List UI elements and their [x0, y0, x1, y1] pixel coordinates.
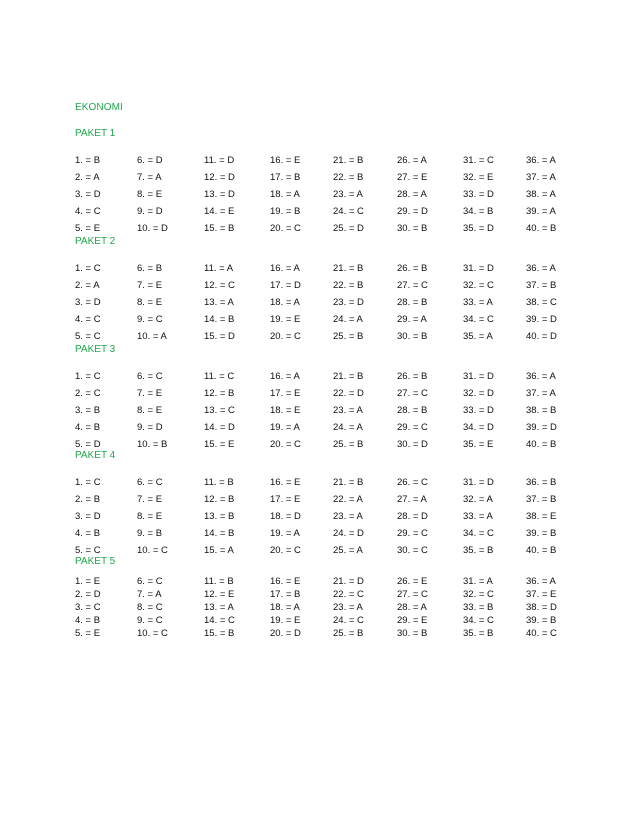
answer-item: 35. = E — [463, 439, 494, 450]
answer-item: 6. = C — [137, 477, 163, 488]
paket-label: PAKET 2 — [75, 236, 116, 247]
answer-item: 22. = D — [333, 388, 364, 399]
answer-item: 33. = D — [463, 405, 494, 416]
answer-item: 5. = C — [75, 331, 101, 342]
answer-item: 39. = D — [526, 314, 557, 325]
answer-item: 30. = B — [397, 331, 428, 342]
answer-item: 15. = B — [204, 628, 235, 639]
answer-item: 21. = B — [333, 263, 364, 274]
answer-item: 11. = B — [204, 477, 234, 488]
answer-item: 29. = D — [397, 206, 428, 217]
answer-item: 31. = D — [463, 263, 494, 274]
answer-item: 18. = A — [270, 189, 300, 200]
answer-grid — [75, 263, 595, 348]
answer-item: 40. = C — [526, 628, 557, 639]
answer-item: 35. = A — [463, 331, 493, 342]
answer-item: 4. = B — [75, 528, 101, 539]
answer-item: 35. = B — [463, 628, 494, 639]
answer-item: 14. = B — [204, 314, 235, 325]
answer-item: 24. = D — [333, 528, 364, 539]
answer-row — [75, 297, 595, 314]
answer-item: 39. = B — [526, 528, 557, 539]
answer-item: 5. = C — [75, 545, 101, 556]
answer-item: 10. = B — [137, 439, 168, 450]
answer-row — [75, 314, 595, 331]
answer-item: 15. = D — [204, 331, 235, 342]
answer-item: 19. = B — [270, 206, 301, 217]
answer-item: 7. = E — [137, 388, 163, 399]
answer-item: 8. = E — [137, 405, 163, 416]
answer-item: 9. = B — [137, 528, 163, 539]
answer-item: 8. = E — [137, 189, 163, 200]
answer-item: 8. = C — [137, 602, 163, 613]
answer-item: 37. = A — [526, 172, 556, 183]
answer-item: 36. = A — [526, 576, 556, 587]
answer-item: 6. = D — [137, 155, 163, 166]
answer-item: 30. = D — [397, 439, 428, 450]
paket-label: PAKET 5 — [75, 556, 116, 567]
answer-row — [75, 628, 595, 641]
answer-item: 9. = C — [137, 615, 163, 626]
answer-item: 12. = B — [204, 388, 235, 399]
answer-item: 33. = B — [463, 602, 494, 613]
answer-item: 15. = E — [204, 439, 235, 450]
answer-item: 29. = E — [397, 615, 428, 626]
answer-item: 13. = B — [204, 511, 235, 522]
answer-item: 2. = A — [75, 172, 100, 183]
answer-row — [75, 477, 595, 494]
answer-item: 9. = C — [137, 314, 163, 325]
answer-grid — [75, 371, 595, 456]
answer-item: 16. = E — [270, 155, 301, 166]
answer-item: 21. = B — [333, 477, 364, 488]
answer-item: 13. = D — [204, 189, 235, 200]
answer-item: 17. = E — [270, 388, 301, 399]
answer-item: 17. = D — [270, 280, 301, 291]
answer-item: 30. = B — [397, 628, 428, 639]
answer-item: 20. = C — [270, 331, 301, 342]
answer-item: 7. = A — [137, 172, 162, 183]
answer-item: 10. = C — [137, 545, 168, 556]
answer-item: 35. = B — [463, 545, 494, 556]
answer-item: 22. = C — [333, 589, 364, 600]
answer-item: 28. = B — [397, 297, 428, 308]
answer-item: 8. = E — [137, 511, 163, 522]
answer-row — [75, 602, 595, 615]
answer-row — [75, 280, 595, 297]
answer-item: 4. = B — [75, 615, 101, 626]
answer-item: 13. = A — [204, 297, 234, 308]
answer-row — [75, 405, 595, 422]
answer-row — [75, 615, 595, 628]
answer-item: 30. = C — [397, 545, 428, 556]
answer-item: 35. = D — [463, 223, 494, 234]
answer-item: 13. = A — [204, 602, 234, 613]
answer-item: 39. = B — [526, 615, 557, 626]
answer-item: 27. = C — [397, 589, 428, 600]
answer-item: 36. = A — [526, 155, 556, 166]
answer-item: 9. = D — [137, 206, 163, 217]
answer-item: 6. = B — [137, 263, 163, 274]
answer-item: 10. = A — [137, 331, 167, 342]
answer-item: 7. = E — [137, 494, 163, 505]
document-title: EKONOMI — [75, 102, 123, 113]
answer-item: 26. = B — [397, 263, 428, 274]
answer-item: 31. = C — [463, 155, 494, 166]
answer-item: 17. = B — [270, 589, 301, 600]
answer-item: 39. = A — [526, 206, 556, 217]
answer-item: 22. = A — [333, 494, 363, 505]
answer-item: 21. = B — [333, 371, 364, 382]
answer-item: 12. = B — [204, 494, 235, 505]
answer-item: 27. = C — [397, 280, 428, 291]
answer-row — [75, 172, 595, 189]
answer-item: 40. = B — [526, 439, 557, 450]
answer-item: 11. = A — [204, 263, 234, 274]
answer-item: 36. = B — [526, 477, 557, 488]
answer-row — [75, 439, 595, 456]
answer-item: 8. = E — [137, 297, 163, 308]
answer-item: 27. = C — [397, 388, 428, 399]
answer-item: 31. = D — [463, 371, 494, 382]
answer-item: 17. = B — [270, 172, 301, 183]
answer-row — [75, 263, 595, 280]
answer-item: 11. = B — [204, 576, 234, 587]
answer-item: 37. = B — [526, 280, 557, 291]
paket-label: PAKET 3 — [75, 344, 116, 355]
answer-item: 38. = D — [526, 602, 557, 613]
answer-item: 40. = D — [526, 331, 557, 342]
answer-item: 1. = B — [75, 155, 101, 166]
answer-row — [75, 331, 595, 348]
answer-item: 28. = A — [397, 602, 427, 613]
answer-item: 2. = A — [75, 280, 100, 291]
answer-item: 26. = E — [397, 576, 428, 587]
answer-item: 34. = B — [463, 206, 494, 217]
answer-item: 32. = A — [463, 494, 493, 505]
answer-item: 23. = A — [333, 189, 363, 200]
answer-item: 27. = E — [397, 172, 428, 183]
answer-item: 37. = E — [526, 589, 557, 600]
answer-item: 19. = A — [270, 528, 300, 539]
answer-item: 37. = B — [526, 494, 557, 505]
answer-item: 34. = D — [463, 422, 494, 433]
answer-item: 5. = E — [75, 223, 101, 234]
answer-item: 1. = C — [75, 371, 101, 382]
answer-item: 5. = D — [75, 439, 101, 450]
answer-item: 22. = B — [333, 172, 364, 183]
answer-row — [75, 576, 595, 589]
answer-item: 6. = C — [137, 576, 163, 587]
answer-item: 25. = D — [333, 223, 364, 234]
answer-item: 25. = A — [333, 545, 363, 556]
answer-row — [75, 589, 595, 602]
paket-label: PAKET 4 — [75, 450, 116, 461]
answer-item: 12. = E — [204, 589, 235, 600]
answer-item: 29. = A — [397, 314, 427, 325]
answer-row — [75, 371, 595, 388]
answer-item: 24. = C — [333, 206, 364, 217]
answer-item: 4. = C — [75, 206, 101, 217]
answer-item: 3. = D — [75, 511, 101, 522]
answer-item: 33. = A — [463, 511, 493, 522]
answer-item: 21. = D — [333, 576, 364, 587]
answer-item: 7. = A — [137, 589, 162, 600]
answer-row — [75, 511, 595, 528]
answer-item: 18. = D — [270, 511, 301, 522]
answer-item: 16. = A — [270, 371, 300, 382]
answer-item: 26. = B — [397, 371, 428, 382]
answer-item: 34. = C — [463, 615, 494, 626]
answer-item: 23. = D — [333, 297, 364, 308]
answer-grid — [75, 477, 595, 562]
answer-item: 10. = C — [137, 628, 168, 639]
answer-row — [75, 545, 595, 562]
answer-item: 25. = B — [333, 628, 364, 639]
answer-item: 28. = D — [397, 511, 428, 522]
answer-row — [75, 494, 595, 511]
answer-item: 18. = A — [270, 297, 300, 308]
answer-row — [75, 155, 595, 172]
answer-item: 17. = E — [270, 494, 301, 505]
answer-item: 30. = B — [397, 223, 428, 234]
answer-item: 2. = B — [75, 494, 101, 505]
answer-item: 26. = C — [397, 477, 428, 488]
answer-item: 38. = A — [526, 189, 556, 200]
answer-item: 20. = C — [270, 545, 301, 556]
answer-item: 15. = A — [204, 545, 234, 556]
answer-item: 18. = E — [270, 405, 301, 416]
answer-item: 28. = A — [397, 189, 427, 200]
answer-item: 31. = A — [463, 576, 493, 587]
answer-item: 27. = A — [397, 494, 427, 505]
answer-item: 11. = D — [204, 155, 235, 166]
answer-item: 24. = A — [333, 422, 363, 433]
answer-item: 16. = E — [270, 576, 301, 587]
answer-row — [75, 189, 595, 206]
answer-item: 3. = D — [75, 189, 101, 200]
answer-item: 24. = A — [333, 314, 363, 325]
answer-item: 5. = E — [75, 628, 101, 639]
answer-item: 34. = C — [463, 528, 494, 539]
answer-item: 19. = E — [270, 314, 301, 325]
answer-item: 1. = E — [75, 576, 101, 587]
answer-item: 20. = C — [270, 223, 301, 234]
answer-item: 3. = C — [75, 602, 101, 613]
answer-item: 38. = E — [526, 511, 557, 522]
answer-item: 36. = A — [526, 371, 556, 382]
answer-item: 32. = D — [463, 388, 494, 399]
answer-item: 25. = B — [333, 331, 364, 342]
answer-row — [75, 528, 595, 545]
answer-item: 37. = A — [526, 388, 556, 399]
answer-grid — [75, 155, 595, 240]
answer-item: 3. = B — [75, 405, 101, 416]
answer-item: 4. = B — [75, 422, 101, 433]
answer-item: 16. = A — [270, 263, 300, 274]
answer-item: 26. = A — [397, 155, 427, 166]
answer-row — [75, 223, 595, 240]
answer-item: 20. = D — [270, 628, 301, 639]
answer-item: 12. = C — [204, 280, 235, 291]
answer-item: 10. = D — [137, 223, 168, 234]
answer-item: 28. = B — [397, 405, 428, 416]
answer-item: 39. = D — [526, 422, 557, 433]
answer-item: 12. = D — [204, 172, 235, 183]
answer-item: 29. = C — [397, 528, 428, 539]
answer-item: 38. = C — [526, 297, 557, 308]
answer-item: 14. = E — [204, 206, 235, 217]
answer-item: 40. = B — [526, 223, 557, 234]
answer-item: 33. = A — [463, 297, 493, 308]
answer-item: 32. = E — [463, 172, 494, 183]
answer-item: 38. = B — [526, 405, 557, 416]
answer-item: 1. = C — [75, 477, 101, 488]
answer-row — [75, 206, 595, 223]
answer-row — [75, 388, 595, 405]
answer-grid — [75, 576, 595, 641]
answer-item: 14. = C — [204, 615, 235, 626]
answer-item: 2. = C — [75, 388, 101, 399]
answer-item: 40. = B — [526, 545, 557, 556]
answer-row — [75, 422, 595, 439]
answer-item: 19. = A — [270, 422, 300, 433]
answer-item: 29. = C — [397, 422, 428, 433]
answer-item: 23. = A — [333, 405, 363, 416]
answer-item: 9. = D — [137, 422, 163, 433]
answer-item: 14. = D — [204, 422, 235, 433]
answer-item: 32. = C — [463, 280, 494, 291]
answer-item: 24. = C — [333, 615, 364, 626]
answer-item: 31. = D — [463, 477, 494, 488]
answer-item: 4. = C — [75, 314, 101, 325]
answer-item: 25. = B — [333, 439, 364, 450]
answer-item: 16. = E — [270, 477, 301, 488]
answer-item: 21. = B — [333, 155, 364, 166]
answer-item: 22. = B — [333, 280, 364, 291]
answer-item: 15. = B — [204, 223, 235, 234]
answer-item: 20. = C — [270, 439, 301, 450]
answer-item: 33. = D — [463, 189, 494, 200]
answer-item: 14. = B — [204, 528, 235, 539]
answer-item: 6. = C — [137, 371, 163, 382]
answer-item: 7. = E — [137, 280, 163, 291]
answer-item: 2. = D — [75, 589, 101, 600]
answer-item: 13. = C — [204, 405, 235, 416]
paket-label: PAKET 1 — [75, 128, 116, 139]
answer-item: 18. = A — [270, 602, 300, 613]
answer-item: 23. = A — [333, 511, 363, 522]
answer-item: 36. = A — [526, 263, 556, 274]
answer-item: 32. = C — [463, 589, 494, 600]
answer-item: 1. = C — [75, 263, 101, 274]
answer-item: 11. = C — [204, 371, 235, 382]
answer-item: 3. = D — [75, 297, 101, 308]
answer-item: 34. = C — [463, 314, 494, 325]
answer-item: 19. = E — [270, 615, 301, 626]
answer-item: 23. = A — [333, 602, 363, 613]
